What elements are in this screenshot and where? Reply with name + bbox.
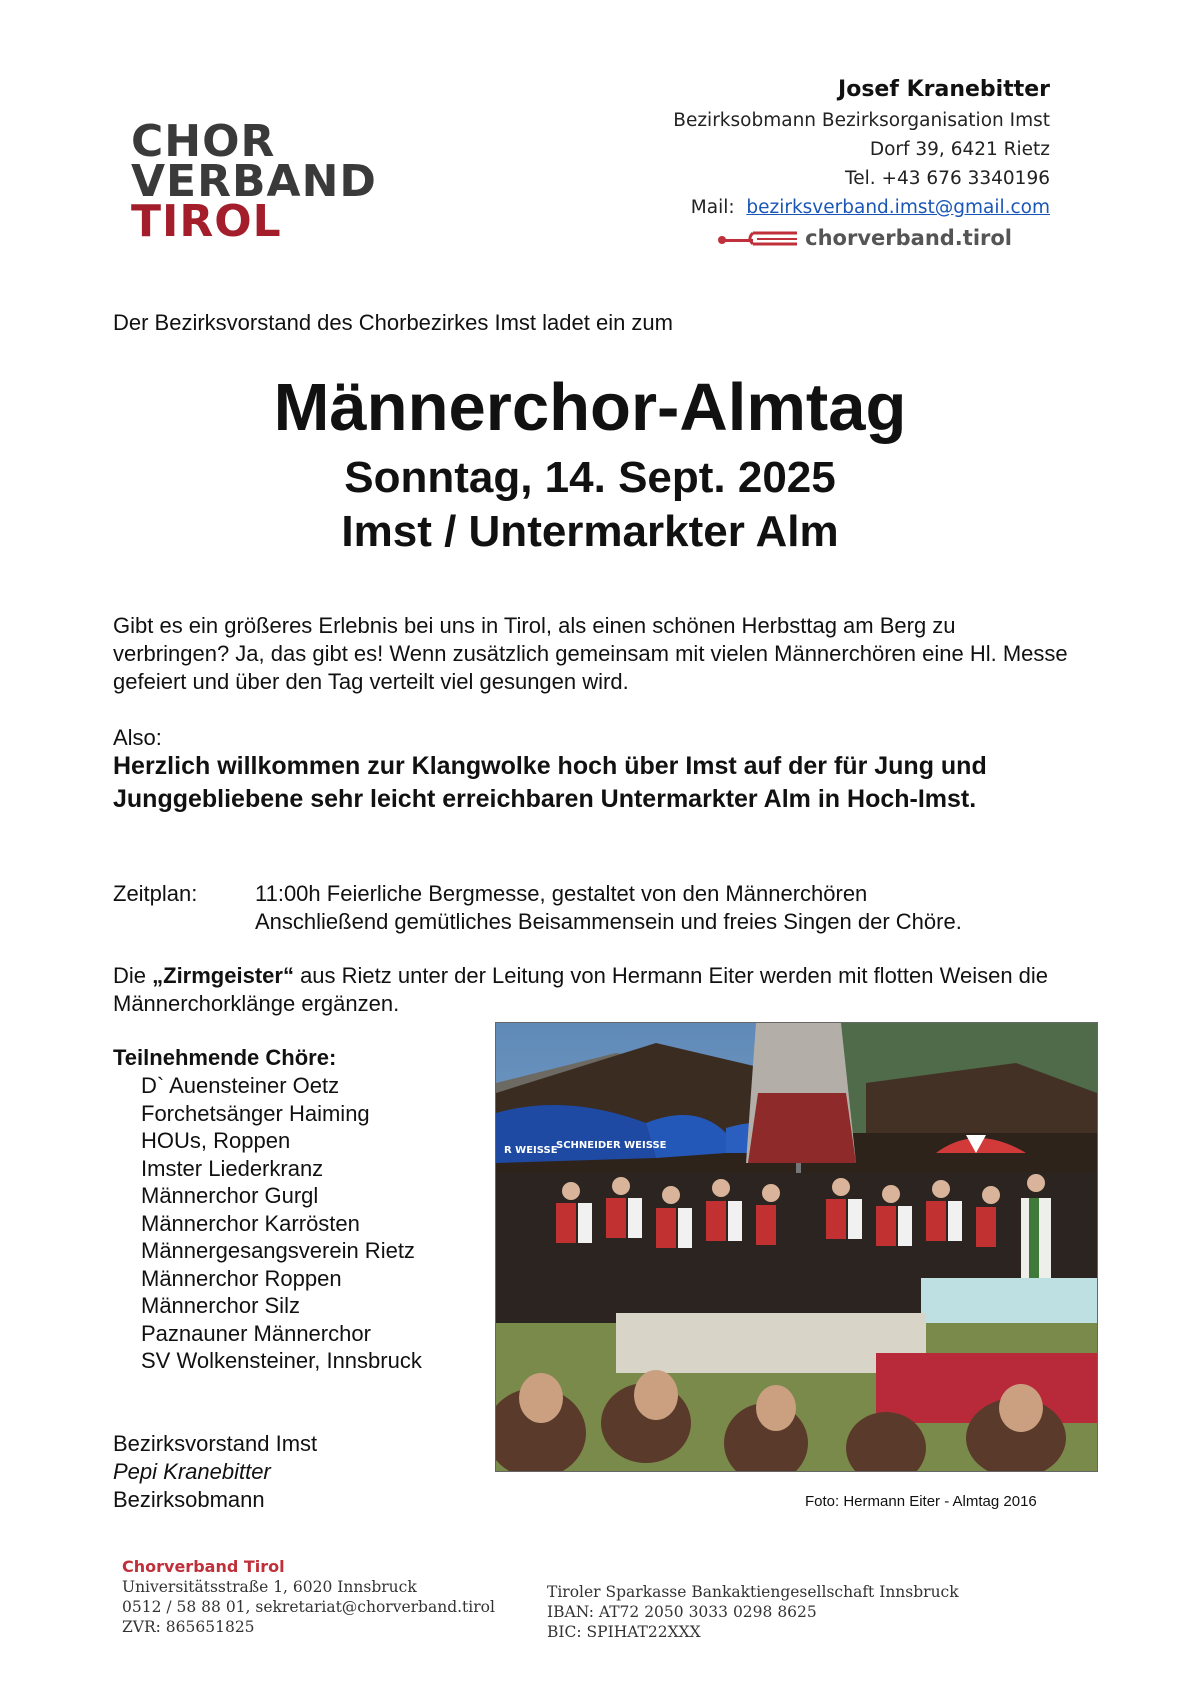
website-brand bbox=[717, 226, 1012, 250]
footer-zvr: ZVR: 865651825 bbox=[122, 1618, 255, 1636]
footer-org: Chorverband Tirol bbox=[122, 1557, 285, 1576]
event-photo bbox=[495, 1022, 1098, 1472]
choir-photo-illustration bbox=[496, 1023, 1097, 1471]
schedule-line: Anschließend gemütliches Beisammensein und freies Singen der Chöre. bbox=[255, 909, 962, 934]
footer-contact: 0512 / 58 88 01, sekretariat@chorverband.tirol bbox=[122, 1598, 495, 1616]
logo-line-chor: CHOR bbox=[131, 116, 276, 167]
sender-block bbox=[673, 74, 1050, 222]
list-item: Imster Liederkranz bbox=[141, 1155, 324, 1181]
list-item: HOUs, Roppen bbox=[141, 1128, 291, 1153]
sender-role: Bezirksobmann Bezirksorganisation Imst bbox=[673, 110, 1050, 131]
list-item: Forchetsänger Haiming bbox=[141, 1100, 370, 1126]
list-item: Männerchor Gurgl bbox=[141, 1183, 319, 1208]
signature-block bbox=[113, 1430, 317, 1514]
sender-mail-row bbox=[673, 193, 1050, 222]
zirmgeister-paragraph bbox=[113, 962, 1073, 1018]
footer-bank: Tiroler Sparkasse Bankaktiengesellschaft Innsbruck bbox=[547, 1583, 959, 1601]
intro-paragraph: Gibt es ein größeres Erlebnis bei uns in Tirol, als einen schönen Herbsttag am Berg zu verbringen? Ja, das gibt es! Wenn zusätzlich gemeinsam mit vielen Männerchören eine Hl. Messe gefeiert und über den Tag verteilt viel gesungen wird. bbox=[113, 613, 1068, 694]
signature-name: Pepi Kranebitter bbox=[113, 1459, 271, 1484]
event-title: Männerchor-Almtag bbox=[273, 370, 907, 445]
photo-caption: Foto: Hermann Eiter - Almtag 2016 bbox=[805, 1493, 1037, 1510]
welcome-text: Herzlich willkommen zur Klangwolke hoch über Imst auf der für Jung und Junggebliebene sehr leicht erreichbaren Untermarkter Alm in Hoch-Imst. bbox=[113, 752, 987, 813]
logo-line-verband: VERBAND bbox=[131, 156, 377, 207]
footer-left bbox=[122, 1557, 495, 1637]
list-item: D` Auensteiner Oetz bbox=[141, 1073, 340, 1098]
list-item: Männerchor Silz bbox=[141, 1293, 300, 1318]
mail-label: Mail: bbox=[690, 197, 735, 218]
umbrella-text-1: R WEISSE bbox=[504, 1145, 558, 1156]
list-item: Männerchor Karrösten bbox=[141, 1210, 360, 1236]
umbrella-text-2: SCHNEIDER WEISSE bbox=[556, 1140, 667, 1151]
footer-bic: BIC: SPIHAT22XXX bbox=[547, 1623, 701, 1641]
also-label: Also: bbox=[113, 725, 162, 750]
chorverband-logo bbox=[131, 116, 377, 247]
brand-swoosh-icon bbox=[717, 230, 799, 246]
zirm-name: „Zirmgeister“ bbox=[152, 963, 294, 988]
choirs-list bbox=[141, 1072, 422, 1375]
zirm-rest: aus Rietz unter der Leitung von Hermann Eiter werden mit flotten Weisen die Männerchorklänge ergänzen. bbox=[113, 963, 1049, 1016]
choirs-heading: Teilnehmende Chöre: bbox=[113, 1045, 337, 1070]
schedule-line: 11:00h Feierliche Bergmesse, gestaltet von den Männerchören bbox=[255, 881, 868, 906]
intro-text: Der Bezirksvorstand des Chorbezirkes Imst ladet ein zum bbox=[113, 310, 673, 335]
schedule-items bbox=[255, 880, 962, 936]
signature-role: Bezirksobmann bbox=[113, 1487, 265, 1512]
sender-address: Dorf 39, 6421 Rietz bbox=[869, 139, 1050, 160]
event-location: Imst / Untermarkter Alm bbox=[341, 507, 839, 556]
footer-address: Universitätsstraße 1, 6020 Innsbruck bbox=[122, 1578, 417, 1596]
sender-name: Josef Kranebitter bbox=[838, 77, 1050, 102]
footer-right bbox=[547, 1582, 959, 1642]
zirm-prefix: Die bbox=[113, 963, 153, 988]
sender-phone: Tel. +43 676 3340196 bbox=[845, 168, 1050, 189]
signature-org: Bezirksvorstand Imst bbox=[113, 1431, 318, 1456]
logo-line-tirol: TIROL bbox=[131, 196, 282, 247]
list-item: Männerchor Roppen bbox=[141, 1265, 342, 1291]
footer-iban: IBAN: AT72 2050 3033 0298 8625 bbox=[547, 1603, 817, 1621]
list-item: Paznauner Männerchor bbox=[141, 1320, 371, 1346]
mail-link[interactable]: bezirksverband.imst@gmail.com bbox=[746, 197, 1050, 218]
list-item: Männergesangsverein Rietz bbox=[141, 1238, 415, 1263]
website-text: chorverband.tirol bbox=[805, 226, 1012, 250]
event-date: Sonntag, 14. Sept. 2025 bbox=[344, 453, 836, 502]
list-item: SV Wolkensteiner, Innsbruck bbox=[141, 1348, 422, 1373]
schedule-label: Zeitplan: bbox=[113, 881, 198, 906]
